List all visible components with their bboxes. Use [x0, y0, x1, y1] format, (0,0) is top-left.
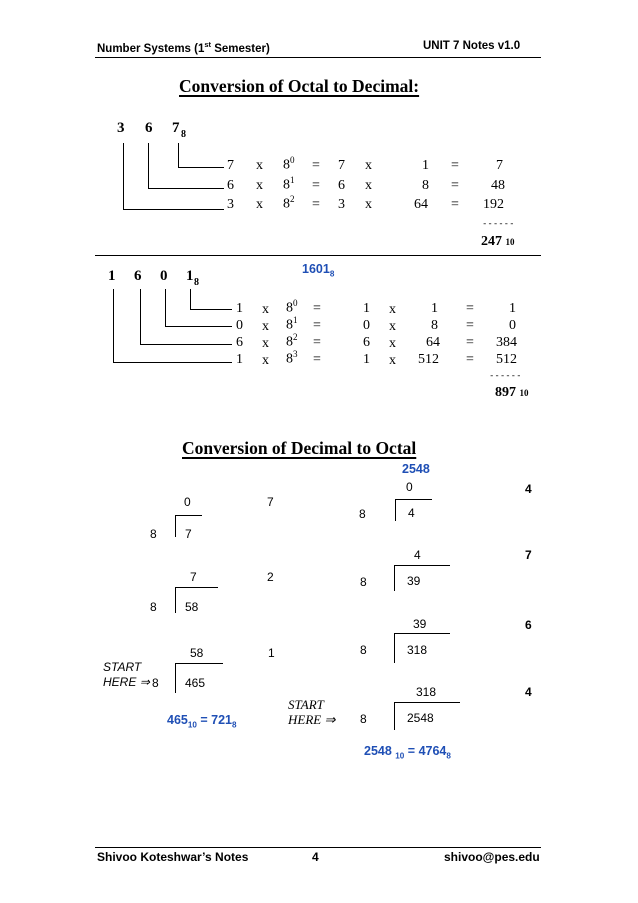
division-bar — [175, 515, 176, 537]
blue-label-1601: $1601_8$ — [302, 262, 335, 279]
remainder: 2 — [267, 570, 274, 584]
power-value: 1 — [422, 158, 429, 173]
equals: = — [451, 158, 459, 173]
equals: = — [466, 352, 474, 367]
division-bar — [394, 565, 395, 591]
dividend: 58 — [185, 600, 199, 614]
times: x — [256, 197, 263, 212]
header-rule — [95, 57, 541, 58]
result-465-to-721: $465_{10} = 721_8$ — [167, 713, 237, 730]
times: x — [365, 197, 372, 212]
remainder: 4 — [525, 685, 532, 699]
dividend: 2548 — [407, 711, 434, 725]
power: $8^3$ — [286, 349, 298, 367]
remainder: 6 — [525, 618, 532, 632]
digit: 6 — [145, 120, 153, 136]
times: x — [262, 302, 269, 317]
product: 192 — [483, 197, 504, 212]
times: x — [365, 158, 372, 173]
equals: = — [313, 318, 321, 333]
bracket-line — [165, 326, 232, 327]
dividend: 4 — [408, 506, 415, 520]
division-bar — [395, 499, 396, 521]
digit: 0 — [363, 318, 370, 333]
division-bar — [175, 587, 218, 588]
digit: 6 — [134, 268, 142, 284]
digit: 7 — [338, 158, 345, 173]
bracket-line — [113, 289, 114, 362]
sum-total: 247 10 — [481, 234, 515, 249]
power-value: 64 — [414, 197, 428, 212]
equals: = — [466, 301, 474, 316]
dividend: 7 — [185, 527, 192, 541]
digit: 7 — [172, 120, 180, 136]
bracket-line — [190, 289, 191, 309]
header-version: UNIT 7 Notes v1.0 — [423, 40, 521, 52]
arrow-icon: ⇒ — [324, 712, 336, 727]
digit: 0 — [236, 318, 243, 333]
bracket-line — [123, 209, 224, 210]
remainder: 4 — [525, 482, 532, 496]
times: x — [389, 302, 396, 317]
sum-dashes: ------ — [489, 371, 522, 381]
division-bar — [175, 515, 202, 516]
bracket-line — [165, 289, 166, 326]
power-value: 8 — [422, 178, 429, 193]
quotient: 0 — [406, 480, 413, 494]
equals: = — [313, 301, 321, 316]
power: $8^2$ — [283, 194, 295, 212]
section-title-octal-to-decimal: Conversion of Octal to Decimal: — [179, 76, 420, 96]
power: $8^0$ — [283, 155, 295, 173]
dividend: 318 — [407, 643, 428, 657]
bracket-line — [178, 167, 224, 168]
times: x — [389, 336, 396, 351]
divisor: 8 — [360, 575, 367, 589]
power: $8^0$ — [286, 298, 298, 316]
power-value: 512 — [418, 352, 439, 367]
power-value: 1 — [431, 301, 438, 316]
dividend: 465 — [185, 676, 206, 690]
times: x — [389, 353, 396, 368]
bracket-line — [148, 188, 224, 189]
power: $8^2$ — [286, 332, 298, 350]
digit: 1 — [363, 352, 370, 367]
bracket-line — [113, 362, 232, 363]
start-here-label: START HERE ⇒ — [103, 660, 150, 689]
divisor: 8 — [359, 507, 366, 521]
divisor: 8 — [150, 527, 157, 541]
power-value: 8 — [431, 318, 438, 333]
start-here-label: START HERE ⇒ — [288, 697, 336, 727]
times: x — [262, 319, 269, 334]
product: 0 — [509, 318, 516, 333]
digit: 1 — [108, 268, 116, 284]
blue-label-2548: 2548 — [402, 462, 430, 476]
bracket-line — [178, 143, 179, 167]
header-title: Number Systems (1st Semester) — [97, 40, 270, 55]
equals: = — [451, 197, 459, 212]
page-number: 4 — [312, 850, 319, 864]
footer-author: Shivoo Koteshwar’s Notes — [97, 850, 249, 864]
quotient: 0 — [184, 495, 191, 509]
section-title-decimal-to-octal: Conversion of Decimal to Octal — [182, 438, 417, 458]
digit: 1 — [186, 268, 194, 284]
quotient: 58 — [190, 646, 204, 660]
power-value: 64 — [426, 335, 440, 350]
digit: 1 — [236, 352, 243, 367]
digit: 3 — [338, 197, 345, 212]
times: x — [256, 158, 263, 173]
quotient: 39 — [413, 617, 427, 631]
equals: = — [313, 352, 321, 367]
product: 7 — [496, 158, 503, 173]
quotient: 7 — [190, 570, 197, 584]
bracket-line — [140, 344, 232, 345]
division-bar — [394, 633, 395, 663]
equals: = — [466, 318, 474, 333]
bracket-line — [123, 143, 124, 209]
equals: = — [466, 335, 474, 350]
digit: 1 — [236, 301, 243, 316]
bracket-line — [148, 143, 149, 188]
division-bar — [175, 663, 176, 693]
digit: 6 — [227, 178, 234, 193]
divisor: 8 — [152, 676, 159, 690]
digit: 7 — [227, 158, 234, 173]
digit: 3 — [227, 197, 234, 212]
remainder: 7 — [525, 548, 532, 562]
division-bar — [175, 663, 223, 664]
power: $8^1$ — [283, 175, 295, 193]
times: x — [365, 178, 372, 193]
remainder: 1 — [268, 646, 275, 660]
base-subscript: 8 — [194, 277, 199, 288]
digit: 6 — [338, 178, 345, 193]
arrow-icon: ⇒ — [139, 675, 150, 689]
digit: 0 — [160, 268, 168, 284]
equals: = — [451, 178, 459, 193]
footer-rule — [95, 847, 541, 848]
product: 48 — [491, 178, 505, 193]
equals: = — [312, 158, 320, 173]
product: 512 — [496, 352, 517, 367]
division-bar — [175, 587, 176, 613]
divisor: 8 — [150, 600, 157, 614]
equals: = — [312, 178, 320, 193]
result-2548-to-4764: 2548 $_{10} = 4764_8$ — [364, 744, 451, 761]
division-bar — [395, 499, 432, 500]
divisor: 8 — [360, 712, 367, 726]
product: 1 — [509, 301, 516, 316]
division-bar — [394, 702, 395, 730]
bracket-line — [190, 309, 232, 310]
dividend: 39 — [407, 574, 421, 588]
digit: 3 — [117, 120, 125, 136]
times: x — [262, 336, 269, 351]
division-bar — [394, 633, 450, 634]
product: 384 — [496, 335, 517, 350]
section-divider — [95, 255, 541, 256]
digit: 6 — [363, 335, 370, 350]
footer-email: shivoo@pes.edu — [444, 850, 540, 864]
power: $8^1$ — [286, 315, 298, 333]
base-subscript: 8 — [181, 129, 186, 140]
divisor: 8 — [360, 643, 367, 657]
equals: = — [313, 335, 321, 350]
equals: = — [312, 197, 320, 212]
quotient: 318 — [416, 685, 437, 699]
times: x — [262, 353, 269, 368]
times: x — [256, 178, 263, 193]
sum-total: 897 10 — [495, 385, 529, 400]
division-bar — [394, 702, 460, 703]
digit: 1 — [363, 301, 370, 316]
times: x — [389, 319, 396, 334]
remainder: 7 — [267, 495, 274, 509]
quotient: 4 — [414, 548, 421, 562]
division-bar — [394, 565, 450, 566]
sum-dashes: ------ — [482, 219, 515, 229]
bracket-line — [140, 289, 141, 344]
digit: 6 — [236, 335, 243, 350]
